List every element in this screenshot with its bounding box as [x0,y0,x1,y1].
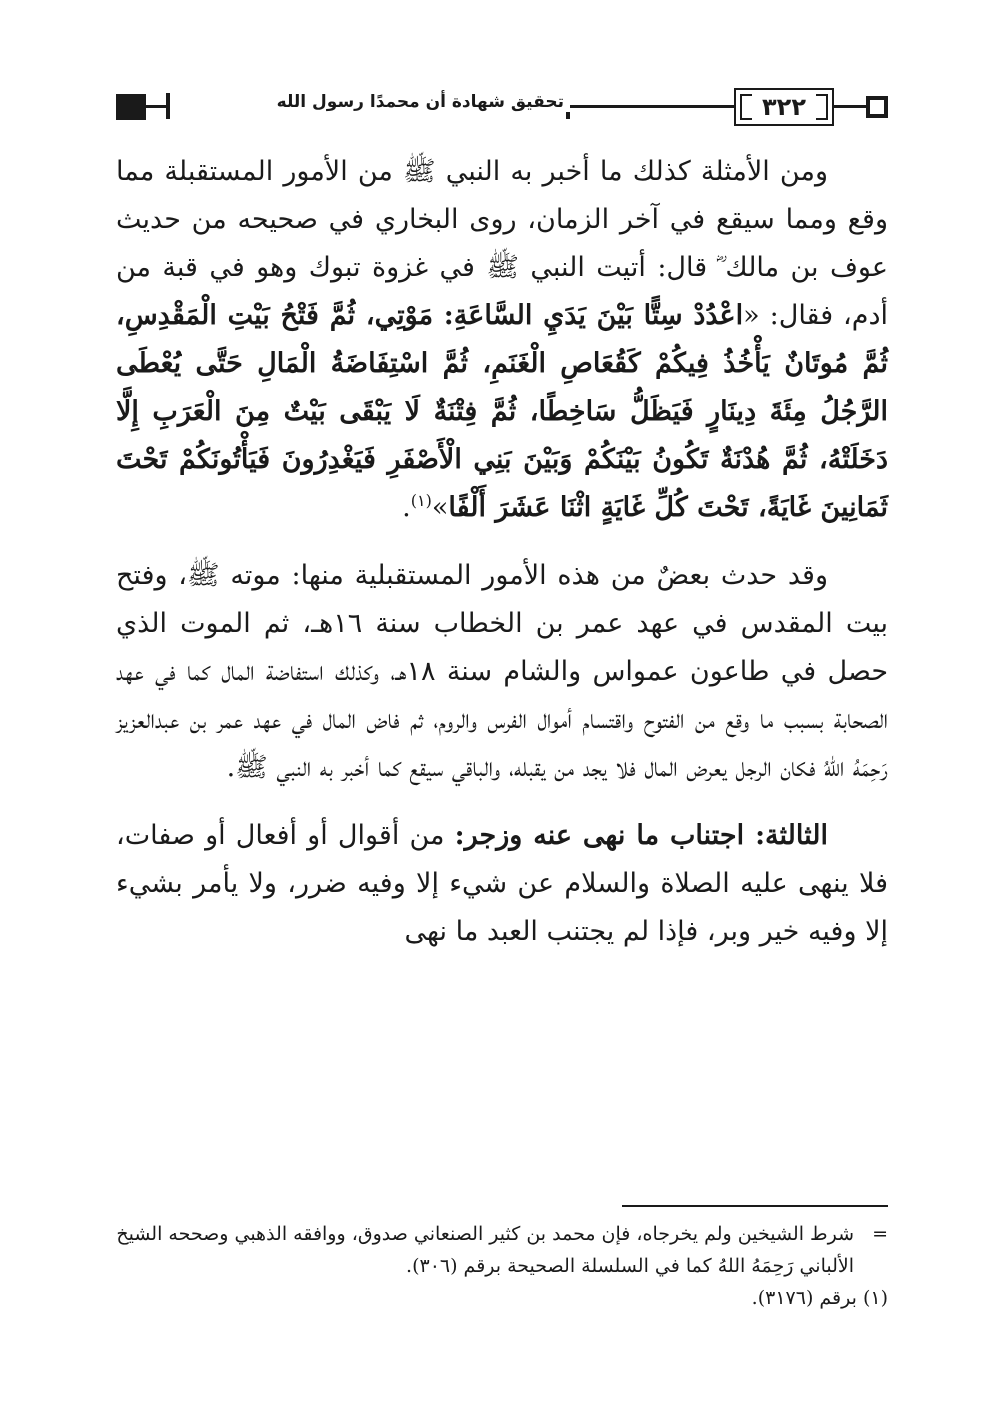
footnote-continuation [116,1218,888,1282]
paragraph [116,552,888,792]
header-ornament-square [866,96,888,118]
page-number-text: ٣٢٢ [762,93,806,121]
header-ornament-block [116,94,146,120]
footnote-text: شرط الشيخين ولم يخرجاه، فإن محمد بن كثير الصنعاني صدوق، ووافقه الذهبي وصححه الشيخ الألباني رَحِمَهُ اللهُ كما في السلسلة الصحيحة برقم (٣٠٦). [116,1223,854,1277]
page-number [734,88,834,126]
paragraph-text: وقد حدث بعضٌ من هذه الأمور المستقبلية منها: موته ﷺ، وفتح بيت المقدس في عهد عمر بن الخطاب سنة ١٦هـ، ثم الموت الذي حصل في طاعون عمواس والشام سنة ١٨هـ، وكذلك استفاضة المال كما في عهد الصحابة بسبب ما وقع من الفتوح واقتسام أموال الفرس والروم، ثم فاض المال في عهد عمر بن عبدالعزيز رَحِمَهُ اللهُ فكان الرجل يعرض المال فلا يجد من يقبله، والباقي سيقع كما أخبر به النبي ﷺ. [116,560,889,783]
paragraph-intro: ومن الأمثلة كذلك ما أخبر به النبي ﷺ من الأمور المستقبلة مما وقع ومما سيقع في آخر الزمان، روى البخاري في صحيحه من حديث عوف بن مالك ؓ قال: أتيت النبي ﷺ في غزوة تبوك وهو في قبة من أدم، فقال: « [116,156,888,331]
header-rule [144,105,168,108]
header-rule [832,105,866,108]
paragraph-text: من أقوال أو أفعال أو صفات، فلا ينهى عليه الصلاة والسلام عن شيء إلا وفيه ضرر، ولا يأمر بشيء إلا وفيه خير وبر، فإذا لم يجتنب العبد ما نهى [116,820,888,947]
running-title: تحقيق شهادة أن محمدًا رسول الله [271,92,570,112]
header-rule [566,105,736,108]
quote-close: » [431,492,449,523]
sentence-end: . [402,492,411,523]
continuation-marker: = [872,1223,888,1245]
footnote-1: (١) برقم (٣١٧٦). [751,1287,888,1309]
running-header [116,88,888,132]
paragraph [116,148,888,532]
footnote-rule [622,1205,888,1207]
footnotes [116,1218,888,1314]
hadith-quote: اعْدُدْ سِتًّا بَيْنَ يَدَيِ السَّاعَةِ: مَوْتِي، ثُمَّ فَتْحُ بَيْتِ الْمَقْدِسِ، ثُمَّ مُوتَانٌ يَأْخُذُ فِيكُمْ كَقُعَاصِ الْغَنَمِ، ثُمَّ اسْتِفَاضَةُ الْمَالِ حَتَّى يُعْطَى الرَّجُلُ مِئَةَ دِينَارٍ فَيَظَلُّ سَاخِطًا، ثُمَّ فِتْنَةٌ لَا يَبْقَى بَيْتٌ مِنَ الْعَرَبِ إِلَّا دَخَلَتْهُ، ثُمَّ هُدْنَةٌ تَكُونُ بَيْنَكُمْ وَبَيْنَ بَنِي الْأَصْفَرِ فَيَغْدِرُونَ فَيَأْتُونَكُمْ تَحْتَ ثَمَانِينَ غَايَةً، تَحْتَ كُلِّ غَايَةٍ اثْنَا عَشَرَ أَلْفًا [116,300,888,523]
main-text [116,148,888,956]
paragraph [116,812,888,956]
section-lead: الثالثة: اجتناب ما نهى عنه وزجر: [454,820,828,851]
footnote-ref[interactable]: (١) [410,491,432,510]
